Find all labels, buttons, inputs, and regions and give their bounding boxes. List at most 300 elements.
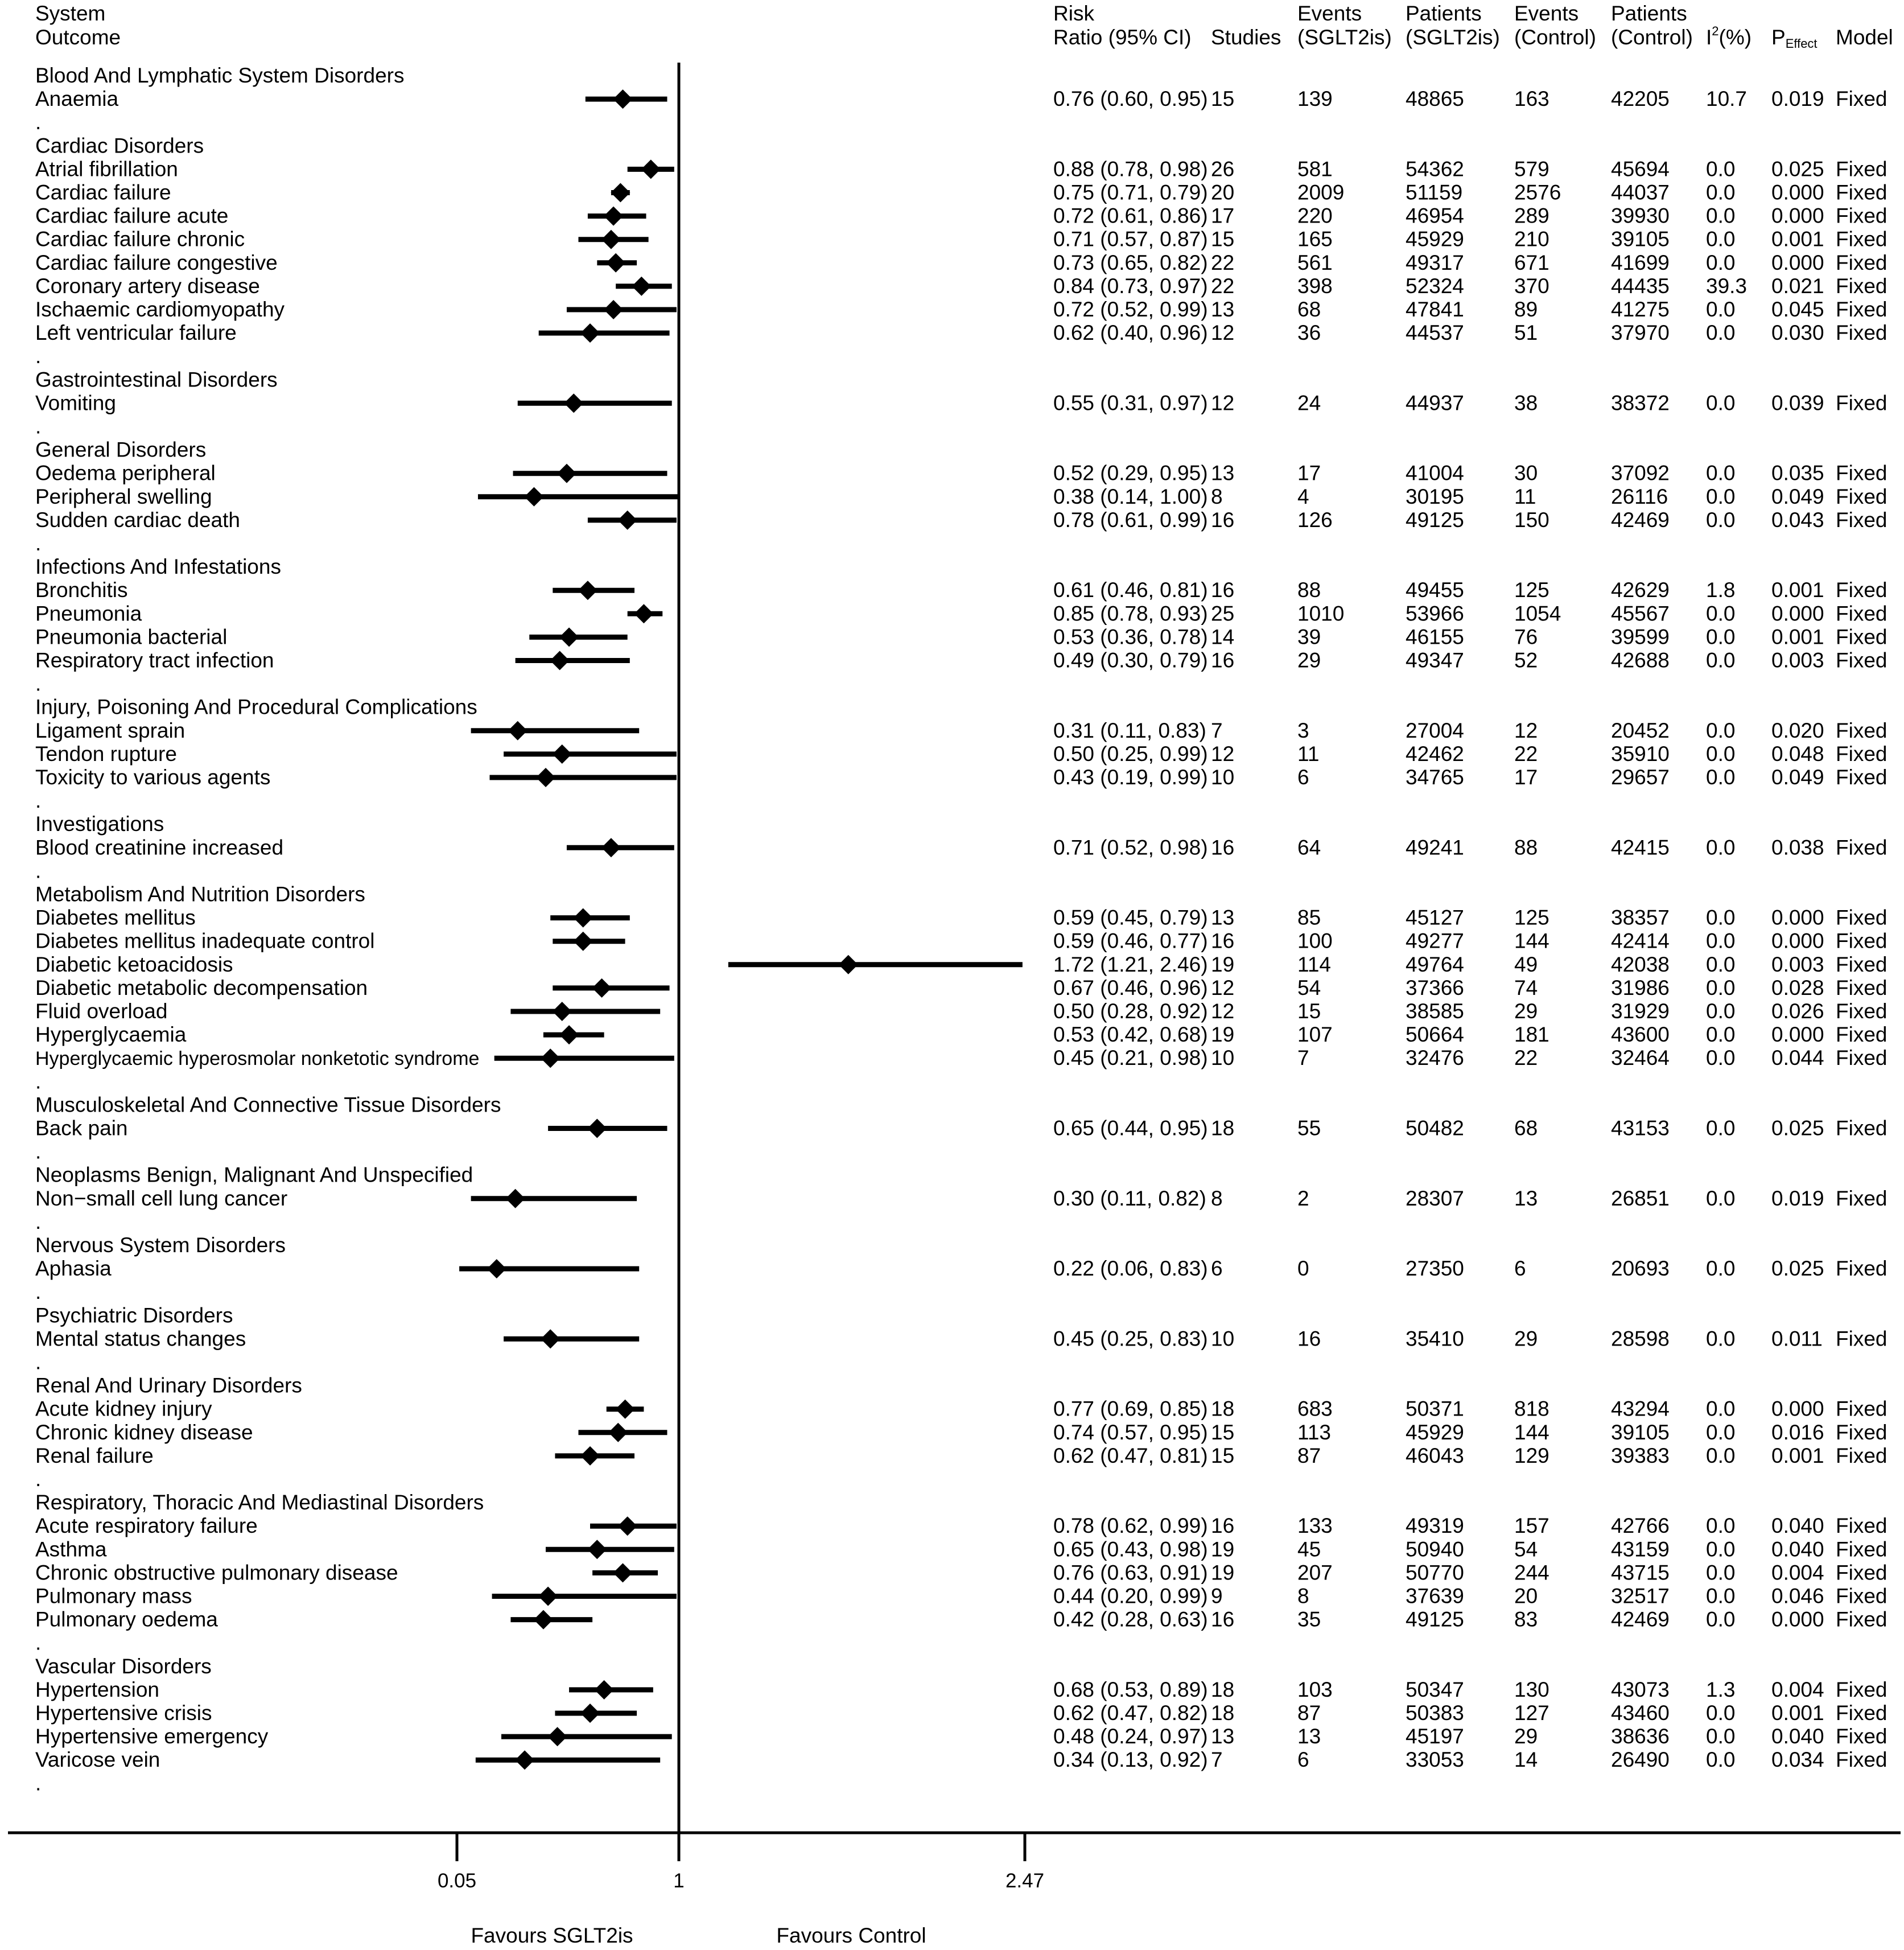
model-value: Fixed	[1836, 1607, 1887, 1631]
risk-ratio-ci: 0.38 (0.14, 1.00)	[1053, 484, 1208, 508]
patients-sglt2: 30195	[1406, 484, 1464, 508]
studies-count: 16	[1211, 1607, 1235, 1631]
risk-ratio-ci: 0.50 (0.28, 0.92)	[1053, 999, 1208, 1023]
events-sglt2: 17	[1297, 461, 1321, 485]
i2-value: 0.0	[1706, 648, 1736, 672]
i2-value: 0.0	[1706, 298, 1736, 321]
point-estimate-diamond	[618, 511, 637, 530]
header-rr-line1: Risk	[1053, 2, 1094, 25]
group-header: Respiratory, Thoracic And Mediastinal Disorders	[35, 1491, 484, 1515]
risk-ratio-ci: 0.53 (0.36, 0.78)	[1053, 625, 1208, 649]
studies-count: 12	[1211, 976, 1235, 999]
events-sglt2: 561	[1297, 250, 1333, 274]
point-estimate-diamond	[508, 721, 527, 740]
group-header: Investigations	[35, 812, 164, 836]
patients-control: 39105	[1611, 1420, 1670, 1444]
outcome-label: Coronary artery disease	[35, 274, 260, 298]
events-control: 6	[1514, 1257, 1526, 1281]
risk-ratio-ci: 0.62 (0.47, 0.82)	[1053, 1701, 1208, 1725]
risk-ratio-ci: 0.45 (0.25, 0.83)	[1053, 1327, 1208, 1351]
p-effect-value: 0.000	[1771, 204, 1824, 228]
risk-ratio-ci: 0.52 (0.29, 0.95)	[1053, 461, 1208, 485]
patients-control: 43294	[1611, 1397, 1670, 1421]
p-effect-value: 0.019	[1771, 87, 1824, 111]
risk-ratio-ci: 0.49 (0.30, 0.79)	[1053, 648, 1208, 672]
events-control: 129	[1514, 1443, 1549, 1467]
i2-value: 0.0	[1706, 1116, 1736, 1140]
risk-ratio-ci: 0.65 (0.44, 0.95)	[1053, 1116, 1208, 1140]
events-control: 370	[1514, 274, 1549, 298]
patients-sglt2: 41004	[1406, 461, 1464, 485]
spacer-dot: .	[35, 1350, 42, 1374]
outcome-label: Chronic obstructive pulmonary disease	[35, 1561, 398, 1585]
model-value: Fixed	[1836, 836, 1887, 859]
outcome-label: Hyperglycaemic hyperosmolar nonketotic syndrome	[35, 1048, 480, 1070]
patients-control: 43153	[1611, 1116, 1670, 1140]
i2-value: 0.0	[1706, 1327, 1736, 1351]
p-effect-value: 0.000	[1771, 180, 1824, 204]
events-sglt2: 87	[1297, 1701, 1321, 1725]
outcome-label: Non−small cell lung cancer	[35, 1186, 288, 1210]
events-control: 51	[1514, 321, 1538, 345]
point-estimate-diamond	[534, 1610, 553, 1630]
studies-count: 13	[1211, 298, 1235, 321]
point-estimate-diamond	[611, 183, 630, 203]
header-rr-line2: Ratio (95% CI)	[1053, 26, 1192, 49]
i2-value: 10.7	[1706, 87, 1748, 111]
events-sglt2: 139	[1297, 87, 1333, 111]
studies-count: 22	[1211, 250, 1235, 274]
risk-ratio-ci: 0.53 (0.42, 0.68)	[1053, 1023, 1208, 1047]
studies-count: 19	[1211, 1023, 1235, 1047]
p-effect-value: 0.021	[1771, 274, 1824, 298]
patients-control: 39930	[1611, 204, 1670, 228]
events-sglt2: 6	[1297, 1748, 1309, 1772]
risk-ratio-ci: 0.71 (0.57, 0.87)	[1053, 227, 1208, 251]
spacer-dot: .	[35, 110, 42, 134]
outcome-label: Vomiting	[35, 391, 116, 415]
p-effect-value: 0.004	[1771, 1677, 1824, 1701]
patients-sglt2: 50664	[1406, 1023, 1464, 1047]
header-p-effect: PEffect	[1771, 26, 1818, 51]
p-effect-value: 0.001	[1771, 1443, 1824, 1467]
i2-value: 0.0	[1706, 180, 1736, 204]
patients-control: 37970	[1611, 321, 1670, 345]
events-control: 29	[1514, 1327, 1538, 1351]
outcome-label: Left ventricular failure	[35, 321, 237, 345]
patients-control: 42629	[1611, 578, 1670, 602]
group-header: Gastrointestinal Disorders	[35, 368, 278, 392]
events-control: 76	[1514, 625, 1538, 649]
studies-count: 19	[1211, 1561, 1235, 1585]
group-header: Musculoskeletal And Connective Tissue Disorders	[35, 1093, 501, 1117]
studies-count: 16	[1211, 508, 1235, 532]
studies-count: 13	[1211, 1725, 1235, 1749]
events-sglt2: 29	[1297, 648, 1321, 672]
events-control: 17	[1514, 766, 1538, 789]
events-sglt2: 54	[1297, 976, 1321, 999]
events-sglt2: 126	[1297, 508, 1333, 532]
risk-ratio-ci: 0.67 (0.46, 0.96)	[1053, 976, 1208, 999]
model-value: Fixed	[1836, 742, 1887, 766]
patients-sglt2: 27004	[1406, 718, 1464, 742]
model-value: Fixed	[1836, 298, 1887, 321]
studies-count: 10	[1211, 1046, 1235, 1070]
events-sglt2: 13	[1297, 1725, 1321, 1749]
i2-value: 0.0	[1706, 321, 1736, 345]
events-control: 68	[1514, 1116, 1538, 1140]
outcome-label: Acute respiratory failure	[35, 1514, 258, 1538]
i2-value: 1.8	[1706, 578, 1736, 602]
point-estimate-diamond	[548, 1727, 567, 1746]
events-sglt2: 1010	[1297, 602, 1345, 626]
model-value: Fixed	[1836, 180, 1887, 204]
model-value: Fixed	[1836, 87, 1887, 111]
spacer-dot: .	[35, 859, 42, 883]
group-header: Vascular Disorders	[35, 1654, 212, 1678]
risk-ratio-ci: 0.65 (0.43, 0.98)	[1053, 1537, 1208, 1561]
events-control: 244	[1514, 1561, 1549, 1585]
model-value: Fixed	[1836, 1046, 1887, 1070]
patients-sglt2: 48865	[1406, 87, 1464, 111]
point-estimate-diamond	[595, 1680, 614, 1700]
model-value: Fixed	[1836, 578, 1887, 602]
point-estimate-diamond	[538, 1587, 558, 1606]
patients-sglt2: 47841	[1406, 298, 1464, 321]
point-estimate-diamond	[641, 159, 661, 179]
events-sglt2: 581	[1297, 157, 1333, 181]
outcome-label: Aphasia	[35, 1257, 112, 1281]
events-control: 181	[1514, 1023, 1549, 1047]
events-sglt2: 15	[1297, 999, 1321, 1023]
p-effect-value: 0.004	[1771, 1561, 1824, 1585]
patients-control: 42766	[1611, 1514, 1670, 1538]
patients-control: 42415	[1611, 836, 1670, 859]
events-sglt2: 4	[1297, 484, 1309, 508]
model-value: Fixed	[1836, 1748, 1887, 1772]
patients-control: 26851	[1611, 1186, 1670, 1210]
outcome-label: Ligament sprain	[35, 718, 186, 742]
outcome-label: Toxicity to various agents	[35, 766, 271, 789]
studies-count: 7	[1211, 718, 1223, 742]
point-estimate-diamond	[632, 277, 651, 296]
model-value: Fixed	[1836, 204, 1887, 228]
events-sglt2: 683	[1297, 1397, 1333, 1421]
i2-value: 0.0	[1706, 1748, 1736, 1772]
i2-value: 0.0	[1706, 952, 1736, 976]
outcome-label: Acute kidney injury	[35, 1397, 212, 1421]
spacer-dot: .	[35, 1069, 42, 1093]
events-control: 20	[1514, 1584, 1538, 1608]
events-sglt2: 0	[1297, 1257, 1309, 1281]
patients-control: 42038	[1611, 952, 1670, 976]
spacer-dot: .	[35, 1280, 42, 1304]
point-estimate-diamond	[592, 978, 612, 998]
model-value: Fixed	[1836, 1116, 1887, 1140]
p-effect-value: 0.030	[1771, 321, 1824, 345]
events-control: 22	[1514, 1046, 1538, 1070]
outcome-label: Bronchitis	[35, 578, 128, 602]
studies-count: 18	[1211, 1677, 1235, 1701]
events-control: 14	[1514, 1748, 1538, 1772]
patients-sglt2: 50940	[1406, 1537, 1464, 1561]
group-header: Renal And Urinary Disorders	[35, 1373, 302, 1397]
risk-ratio-ci: 0.34 (0.13, 0.92)	[1053, 1748, 1208, 1772]
point-estimate-diamond	[601, 230, 621, 249]
model-value: Fixed	[1836, 952, 1887, 976]
events-control: 52	[1514, 648, 1538, 672]
events-control: 83	[1514, 1607, 1538, 1631]
events-sglt2: 55	[1297, 1116, 1321, 1140]
risk-ratio-ci: 0.31 (0.11, 0.83)	[1053, 718, 1206, 742]
point-estimate-diamond	[559, 627, 579, 647]
i2-value: 0.0	[1706, 999, 1736, 1023]
point-estimate-diamond	[553, 744, 572, 764]
model-value: Fixed	[1836, 1443, 1887, 1467]
patients-sglt2: 45197	[1406, 1725, 1464, 1749]
patients-sglt2: 42462	[1406, 742, 1464, 766]
patients-sglt2: 49241	[1406, 836, 1464, 859]
studies-count: 17	[1211, 204, 1235, 228]
outcome-label: Renal failure	[35, 1443, 154, 1467]
x-tick-label: 2.47	[1005, 1870, 1045, 1892]
risk-ratio-ci: 0.22 (0.06, 0.83)	[1053, 1257, 1208, 1281]
patients-sglt2: 35410	[1406, 1327, 1464, 1351]
patients-sglt2: 49125	[1406, 1607, 1464, 1631]
i2-value: 0.0	[1706, 1397, 1736, 1421]
model-value: Fixed	[1836, 1397, 1887, 1421]
events-sglt2: 68	[1297, 298, 1321, 321]
p-effect-value: 0.000	[1771, 250, 1824, 274]
i2-value: 0.0	[1706, 1420, 1736, 1444]
model-value: Fixed	[1836, 1725, 1887, 1749]
point-estimate-diamond	[634, 604, 653, 623]
outcome-label: Peripheral swelling	[35, 484, 212, 508]
p-effect-value: 0.000	[1771, 929, 1824, 953]
point-estimate-diamond	[559, 1025, 579, 1044]
patients-control: 31986	[1611, 976, 1670, 999]
outcome-label: Hypertensive crisis	[35, 1701, 212, 1725]
patients-control: 28598	[1611, 1327, 1670, 1351]
patients-control: 42205	[1611, 87, 1670, 111]
group-header: Injury, Poisoning And Procedural Complications	[35, 695, 477, 719]
studies-count: 13	[1211, 906, 1235, 929]
events-control: 127	[1514, 1701, 1549, 1725]
group-header: Blood And Lymphatic System Disorders	[35, 64, 405, 87]
i2-value: 0.0	[1706, 1443, 1736, 1467]
events-sglt2: 133	[1297, 1514, 1333, 1538]
events-control: 671	[1514, 250, 1549, 274]
patients-sglt2: 49455	[1406, 578, 1464, 602]
risk-ratio-ci: 0.59 (0.45, 0.79)	[1053, 906, 1208, 929]
risk-ratio-ci: 0.59 (0.46, 0.77)	[1053, 929, 1208, 953]
patients-sglt2: 52324	[1406, 274, 1464, 298]
p-effect-value: 0.046	[1771, 1584, 1824, 1608]
point-estimate-diamond	[587, 1540, 607, 1559]
patients-sglt2: 32476	[1406, 1046, 1464, 1070]
events-control: 144	[1514, 929, 1549, 953]
i2-value: 0.0	[1706, 625, 1736, 649]
header-studies-line2: Studies	[1211, 26, 1281, 49]
events-control: 157	[1514, 1514, 1549, 1538]
model-value: Fixed	[1836, 1186, 1887, 1210]
events-sglt2: 114	[1297, 952, 1331, 976]
outcome-label: Tendon rupture	[35, 742, 177, 766]
i2-value: 0.0	[1706, 1046, 1736, 1070]
header-patients-control-line2: (Control)	[1611, 26, 1693, 49]
risk-ratio-ci: 0.62 (0.47, 0.81)	[1053, 1443, 1208, 1467]
header-patients-sglt2-line2: (SGLT2is)	[1406, 26, 1500, 49]
i2-value: 0.0	[1706, 227, 1736, 251]
p-effect-value: 0.011	[1771, 1327, 1823, 1351]
p-effect-value: 0.043	[1771, 508, 1824, 532]
favours-control-label: Favours Control	[776, 1924, 926, 1947]
i2-value: 0.0	[1706, 484, 1736, 508]
patients-sglt2: 46155	[1406, 625, 1464, 649]
patients-sglt2: 37639	[1406, 1584, 1464, 1608]
events-sglt2: 85	[1297, 906, 1321, 929]
patients-control: 26490	[1611, 1748, 1670, 1772]
studies-count: 18	[1211, 1116, 1235, 1140]
events-sglt2: 3	[1297, 718, 1309, 742]
risk-ratio-ci: 0.71 (0.52, 0.98)	[1053, 836, 1208, 859]
studies-count: 18	[1211, 1701, 1235, 1725]
header-i2: $I^2(\%)$	[1706, 24, 1752, 49]
i2-value: 0.0	[1706, 391, 1736, 415]
model-value: Fixed	[1836, 1023, 1887, 1047]
patients-sglt2: 45127	[1406, 906, 1464, 929]
events-control: 2576	[1514, 180, 1561, 204]
outcome-label: Diabetic metabolic decompensation	[35, 976, 368, 999]
events-control: 29	[1514, 999, 1538, 1023]
model-value: Fixed	[1836, 766, 1887, 789]
i2-value: 0.0	[1706, 929, 1736, 953]
events-sglt2: 8	[1297, 1584, 1309, 1608]
model-value: Fixed	[1836, 461, 1887, 485]
patients-sglt2: 45929	[1406, 1420, 1464, 1444]
model-value: Fixed	[1836, 391, 1887, 415]
events-control: 125	[1514, 578, 1549, 602]
patients-control: 37092	[1611, 461, 1670, 485]
patients-sglt2: 49277	[1406, 929, 1464, 953]
i2-value: 0.0	[1706, 976, 1736, 999]
p-effect-value: 0.001	[1771, 578, 1824, 602]
spacer-dot: .	[35, 344, 42, 368]
i2-value: 0.0	[1706, 836, 1736, 859]
spacer-dot: .	[35, 1210, 42, 1233]
header-patients-sglt2-line1: Patients	[1406, 2, 1482, 25]
risk-ratio-ci: 0.85 (0.78, 0.93)	[1053, 602, 1208, 626]
spacer-dot: .	[35, 1139, 42, 1163]
events-control: 29	[1514, 1725, 1538, 1749]
outcome-label: Pneumonia bacterial	[35, 625, 228, 649]
p-effect-value: 0.025	[1771, 1116, 1824, 1140]
model-value: Fixed	[1836, 484, 1887, 508]
i2-value: 0.0	[1706, 1537, 1736, 1561]
patients-sglt2: 51159	[1406, 180, 1463, 204]
events-control: 11	[1514, 484, 1536, 508]
group-header: Metabolism And Nutrition Disorders	[35, 882, 365, 906]
p-effect-value: 0.025	[1771, 157, 1824, 181]
model-value: Fixed	[1836, 1677, 1887, 1701]
events-control: 30	[1514, 461, 1538, 485]
events-sglt2: 88	[1297, 578, 1321, 602]
i2-value: 0.0	[1706, 508, 1736, 532]
patients-control: 42469	[1611, 1607, 1670, 1631]
p-effect-value: 0.019	[1771, 1186, 1824, 1210]
model-value: Fixed	[1836, 906, 1887, 929]
point-estimate-diamond	[524, 487, 543, 507]
model-value: Fixed	[1836, 508, 1887, 532]
point-estimate-diamond	[541, 1329, 560, 1348]
patients-control: 39599	[1611, 625, 1670, 649]
model-value: Fixed	[1836, 250, 1887, 274]
model-value: Fixed	[1836, 1257, 1887, 1281]
point-estimate-diamond	[578, 581, 597, 600]
patients-sglt2: 49764	[1406, 952, 1464, 976]
p-effect-value: 0.000	[1771, 602, 1824, 626]
model-value: Fixed	[1836, 999, 1887, 1023]
events-sglt2: 7	[1297, 1046, 1309, 1070]
studies-count: 15	[1211, 227, 1235, 251]
patients-sglt2: 27350	[1406, 1257, 1464, 1281]
patients-control: 41275	[1611, 298, 1670, 321]
events-sglt2: 39	[1297, 625, 1321, 649]
studies-count: 10	[1211, 1327, 1235, 1351]
events-sglt2: 24	[1297, 391, 1321, 415]
events-control: 54	[1514, 1537, 1538, 1561]
studies-count: 16	[1211, 836, 1235, 859]
patients-control: 38357	[1611, 906, 1670, 929]
patients-sglt2: 50482	[1406, 1116, 1464, 1140]
events-sglt2: 220	[1297, 204, 1333, 228]
events-control: 130	[1514, 1677, 1549, 1701]
patients-control: 43715	[1611, 1561, 1670, 1585]
patients-sglt2: 53966	[1406, 602, 1464, 626]
i2-value: 0.0	[1706, 1607, 1736, 1631]
patients-control: 31929	[1611, 999, 1670, 1023]
patients-control: 43600	[1611, 1023, 1670, 1047]
point-estimate-diamond	[613, 89, 632, 109]
studies-count: 13	[1211, 461, 1235, 485]
patients-control: 45567	[1611, 602, 1670, 626]
model-value: Fixed	[1836, 227, 1887, 251]
studies-count: 15	[1211, 1443, 1235, 1467]
group-header: Nervous System Disorders	[35, 1233, 286, 1257]
outcome-label: Cardiac failure chronic	[35, 227, 245, 251]
events-sglt2: 36	[1297, 321, 1321, 345]
point-estimate-diamond	[553, 1002, 572, 1021]
patients-sglt2: 46954	[1406, 204, 1464, 228]
header-model-line2: Model	[1836, 26, 1893, 49]
i2-value: 0.0	[1706, 1725, 1736, 1749]
i2-value: 0.0	[1706, 157, 1736, 181]
events-sglt2: 35	[1297, 1607, 1321, 1631]
outcome-label: Diabetes mellitus inadequate control	[35, 929, 375, 953]
risk-ratio-ci: 0.72 (0.52, 0.99)	[1053, 298, 1208, 321]
point-estimate-diamond	[564, 393, 583, 413]
patients-sglt2: 54362	[1406, 157, 1464, 181]
events-control: 163	[1514, 87, 1549, 111]
p-effect-value: 0.001	[1771, 625, 1824, 649]
i2-value: 0.0	[1706, 1023, 1736, 1047]
studies-count: 16	[1211, 578, 1235, 602]
patients-control: 41699	[1611, 250, 1670, 274]
risk-ratio-ci: 1.72 (1.21, 2.46)	[1053, 952, 1208, 976]
p-effect-value: 0.039	[1771, 391, 1824, 415]
point-estimate-diamond	[580, 1704, 600, 1723]
outcome-label: Atrial fibrillation	[35, 157, 178, 181]
